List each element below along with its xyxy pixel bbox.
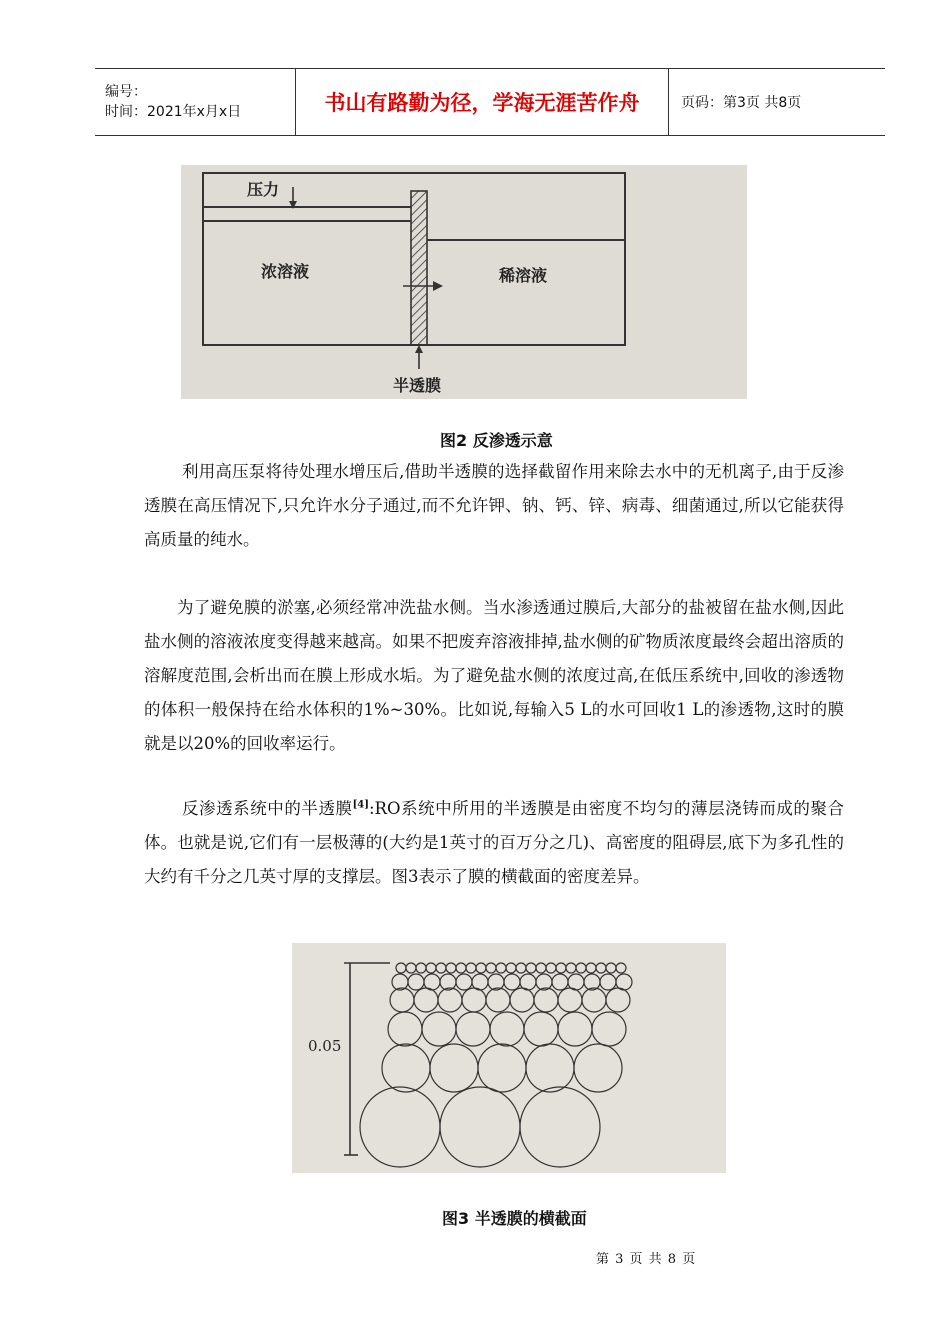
pore-circle-row-3	[510, 988, 534, 1012]
page-footer: 第 3 页 共 8 页	[596, 1252, 697, 1267]
figure3-caption: 图3 半透膜的横截面	[442, 1209, 587, 1228]
pore-circle-row-1	[616, 963, 626, 973]
pore-circle-row-1	[486, 963, 496, 973]
pore-circle-row-1	[446, 963, 456, 973]
pore-circle-row-1	[506, 963, 516, 973]
membrane-bar	[411, 191, 427, 345]
pore-circle-row-2	[552, 974, 568, 990]
pore-circle-row-1	[426, 963, 436, 973]
pore-circle-row-3	[462, 988, 486, 1012]
pressure-label: 压力	[247, 180, 280, 199]
pore-circles	[360, 963, 632, 1167]
dilute-solution-label: 稀溶液	[499, 266, 548, 285]
pore-circle-row-2	[504, 974, 520, 990]
pore-circle-row-5	[478, 1044, 526, 1092]
pore-circle-row-4	[592, 1012, 626, 1046]
pore-circle-row-1	[496, 963, 506, 973]
scale-label: 0.05	[308, 1037, 342, 1055]
membrane-pointer-head	[415, 345, 423, 353]
pore-circle-row-1	[516, 963, 526, 973]
page-number: 页码：第3页 共8页	[681, 95, 802, 111]
citation-ref: [4]	[352, 799, 369, 811]
paragraph-semipermeable-membrane	[144, 792, 844, 894]
pore-circle-row-1	[466, 963, 476, 973]
pore-circle-row-1	[396, 963, 406, 973]
p3-text-after: :RO系统中所用的半透膜是由密度不均匀的薄层浇铸而成的聚合体。也就是说,它们有一层极薄的(大约是1英寸的百万分之几)、高密度的阻碍层,底下为多孔性的大约有千分之几英寸厚的支撑层。图3表示了膜的横截面的密度差异。	[144, 799, 844, 886]
pore-circle-row-6	[360, 1087, 440, 1167]
pore-circle-row-1	[606, 963, 616, 973]
paragraph-membrane-fouling: 为了避免膜的淤塞,必须经常冲洗盐水侧。当水渗透通过膜后,大部分的盐被留在盐水侧,因此盐水侧的溶液浓度变得越来越高。如果不把废弃溶液排掉,盐水侧的矿物质浓度最终会超出溶质的溶解度范围,会析出而在膜上形成水垢。为了避免盐水侧的浓度过高,在低压系统中,回收的渗透物的体积一般保持在给水体积的1%~30%。比如说,每输入5 L的水可回收1 L的渗透物,这时的膜就是以20%的回收率运行。	[144, 598, 844, 753]
pore-circle-row-4	[422, 1012, 456, 1046]
document-number: 编号：	[105, 84, 147, 100]
pore-circle-row-1	[526, 963, 536, 973]
pore-circle-row-4	[456, 1012, 490, 1046]
header-motto	[296, 69, 669, 135]
pore-circle-row-1	[416, 963, 426, 973]
membrane-cross-section-figure	[292, 943, 726, 1173]
header-meta	[95, 69, 296, 135]
header-page-info	[669, 69, 885, 135]
figure2-caption: 图2 反渗透示意	[440, 431, 553, 450]
reverse-osmosis-diagram	[181, 165, 747, 399]
pore-circle-row-4	[524, 1012, 558, 1046]
pore-circle-row-4	[558, 1012, 592, 1046]
pore-circle-row-1	[576, 963, 586, 973]
pore-circle-row-4	[388, 1012, 422, 1046]
pore-circle-row-1	[546, 963, 556, 973]
pore-circle-row-5	[430, 1044, 478, 1092]
pore-circle-row-1	[566, 963, 576, 973]
pore-circle-row-3	[534, 988, 558, 1012]
pore-circle-row-1	[586, 963, 596, 973]
pore-circle-row-4	[490, 1012, 524, 1046]
pore-circle-row-1	[536, 963, 546, 973]
pore-circle-row-5	[382, 1044, 430, 1092]
pore-circle-row-3	[582, 988, 606, 1012]
pore-circle-row-1	[476, 963, 486, 973]
paragraph-reverse-osmosis: 利用高压泵将待处理水增压后,借助半透膜的选择截留作用来除去水中的无机离子,由于反渗透膜在高压情况下,只允许水分子通过,而不允许钾、钠、钙、锌、病毒、细菌通过,所以它能获得高质量的纯水。	[144, 462, 844, 549]
pore-circle-row-2	[456, 974, 472, 990]
pore-circle-row-3	[438, 988, 462, 1012]
membrane-label: 半透膜	[393, 376, 442, 395]
pore-circle-row-1	[436, 963, 446, 973]
pore-circle-row-6	[520, 1087, 600, 1167]
concentrated-solution-label: 浓溶液	[261, 262, 310, 281]
pore-circle-row-5	[526, 1044, 574, 1092]
pore-circle-row-1	[596, 963, 606, 973]
pore-circle-row-6	[440, 1087, 520, 1167]
p3-text-before: 反渗透系统中的半透膜	[182, 799, 353, 818]
pore-circle-row-3	[606, 988, 630, 1012]
pore-circle-row-3	[390, 988, 414, 1012]
pore-circle-row-1	[456, 963, 466, 973]
page-header	[95, 68, 885, 136]
flow-arrow-head	[433, 281, 443, 291]
pore-circle-row-2	[408, 974, 424, 990]
pore-circle-row-2	[600, 974, 616, 990]
motto-text: 书山有路勤为径，学海无涯苦作舟	[324, 91, 640, 115]
pore-circle-row-5	[574, 1044, 622, 1092]
pore-circle-row-3	[486, 988, 510, 1012]
pore-circle-row-1	[406, 963, 416, 973]
pore-circle-row-3	[414, 988, 438, 1012]
pore-circle-row-3	[558, 988, 582, 1012]
pore-circle-row-1	[556, 963, 566, 973]
document-time: 时间：2021年x月x日	[105, 104, 242, 120]
